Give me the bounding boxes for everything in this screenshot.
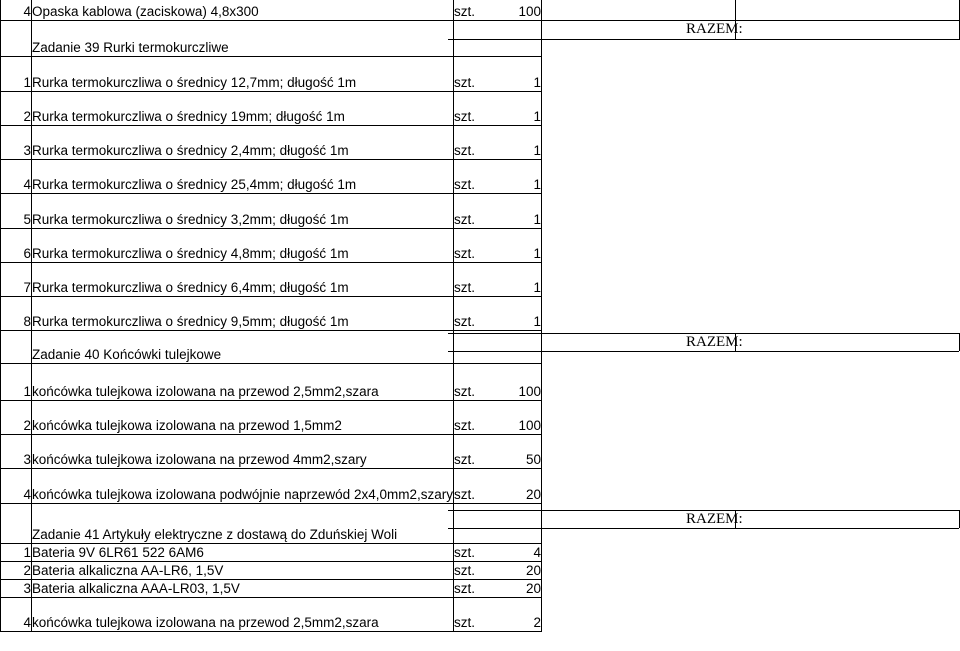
razem-label: RAZEM: (686, 21, 743, 37)
row-number: 4 (1, 468, 32, 503)
item-name: Rurka termokurczliwa o średnicy 4,8mm; długość 1m (32, 228, 454, 262)
item-quantity: 1 (498, 125, 541, 159)
item-quantity: 100 (498, 0, 541, 20)
item-quantity: 1 (498, 193, 541, 228)
item-quantity: 50 (498, 434, 541, 468)
item-unit: szt. (453, 159, 498, 193)
table-row[interactable] (1, 262, 542, 296)
row-number: 4 (1, 597, 32, 631)
row-number: 2 (1, 400, 32, 434)
razem-divider (448, 39, 959, 40)
row-number (1, 20, 32, 56)
razem-label: RAZEM: (686, 334, 743, 350)
item-quantity: 1 (498, 91, 541, 125)
table-row[interactable] (1, 0, 542, 20)
item-unit: szt. (453, 561, 498, 579)
item-quantity: 20 (498, 579, 541, 597)
item-name: Rurka termokurczliwa o średnicy 6,4mm; długość 1m (32, 262, 454, 296)
item-name: końcówka tulejkowa izolowana na przewod 2,5mm2,szara (32, 363, 454, 400)
section-title: Zadanie 41 Artykuły elektryczne z dostawą do Zduńskiej Woli (32, 503, 454, 543)
item-name: końcówka tulejkowa izolowana na przewod 2,5mm2,szara (32, 597, 454, 631)
row-number: 8 (1, 296, 32, 330)
row-number: 5 (1, 193, 32, 228)
item-quantity: 1 (498, 262, 541, 296)
section-title: Zadanie 40 Końcówki tulejkowe (32, 330, 454, 363)
section-header-row[interactable] (1, 503, 542, 543)
item-quantity: 1 (498, 296, 541, 330)
item-unit: szt. (453, 468, 498, 503)
item-unit (453, 330, 498, 363)
item-name: Bateria 9V 6LR61 522 6AM6 (32, 543, 454, 561)
item-unit (453, 503, 498, 543)
item-quantity: 20 (498, 468, 541, 503)
item-unit: szt. (453, 434, 498, 468)
row-number: 1 (1, 56, 32, 91)
item-name: Bateria alkaliczna AA-LR6, 1,5V (32, 561, 454, 579)
item-quantity: 1 (498, 159, 541, 193)
section-header-row[interactable] (1, 330, 542, 363)
row-number: 4 (1, 0, 32, 20)
item-unit: szt. (453, 262, 498, 296)
item-quantity: 2 (498, 597, 541, 631)
table-row[interactable] (1, 363, 542, 400)
item-quantity (498, 503, 541, 543)
table-row[interactable] (1, 159, 542, 193)
item-quantity (498, 20, 541, 56)
table-row[interactable] (1, 400, 542, 434)
item-unit: szt. (453, 597, 498, 631)
table-row[interactable] (1, 543, 542, 561)
table-row[interactable] (1, 193, 542, 228)
item-unit (453, 20, 498, 56)
row-number: 7 (1, 262, 32, 296)
item-name: Rurka termokurczliwa o średnicy 12,7mm; długość 1m (32, 56, 454, 91)
table-row[interactable] (1, 296, 542, 330)
razem-divider (448, 351, 959, 352)
item-unit: szt. (453, 193, 498, 228)
item-quantity (498, 330, 541, 363)
table-row[interactable] (1, 125, 542, 159)
section-title: Zadanie 39 Rurki termokurczliwe (32, 20, 454, 56)
row-number: 1 (1, 363, 32, 400)
item-unit: szt. (453, 363, 498, 400)
table-row[interactable] (1, 56, 542, 91)
item-unit: szt. (453, 125, 498, 159)
item-name: końcówka tulejkowa izolowana na przewod 1,5mm2 (32, 400, 454, 434)
section-header-row[interactable] (1, 20, 542, 56)
item-unit: szt. (453, 91, 498, 125)
row-number: 1 (1, 543, 32, 561)
razem-label: RAZEM: (686, 511, 743, 527)
item-quantity: 4 (498, 543, 541, 561)
row-number (1, 503, 32, 543)
table-row[interactable] (1, 561, 542, 579)
item-unit: szt. (453, 228, 498, 262)
row-number: 3 (1, 434, 32, 468)
item-name: końcówka tulejkowa izolowana podwójnie naprzewód 2x4,0mm2,szary (32, 468, 454, 503)
item-name: Rurka termokurczliwa o średnicy 2,4mm; długość 1m (32, 125, 454, 159)
row-number: 6 (1, 228, 32, 262)
item-quantity: 100 (498, 363, 541, 400)
item-unit: szt. (453, 296, 498, 330)
item-unit: szt. (453, 543, 498, 561)
item-name: końcówka tulejkowa izolowana na przewod 4mm2,szary (32, 434, 454, 468)
item-quantity: 1 (498, 56, 541, 91)
row-number: 3 (1, 125, 32, 159)
item-quantity: 100 (498, 400, 541, 434)
item-unit: szt. (453, 579, 498, 597)
item-name: Rurka termokurczliwa o średnicy 3,2mm; długość 1m (32, 193, 454, 228)
table-row[interactable] (1, 579, 542, 597)
table-row[interactable] (1, 597, 542, 631)
item-unit: szt. (453, 400, 498, 434)
row-number: 2 (1, 91, 32, 125)
table-row[interactable] (1, 468, 542, 503)
row-number: 3 (1, 579, 32, 597)
table-row[interactable] (1, 91, 542, 125)
item-name: Opaska kablowa (zaciskowa) 4,8x300 (32, 0, 454, 20)
row-number: 2 (1, 561, 32, 579)
table-row[interactable] (1, 228, 542, 262)
razem-divider (448, 528, 959, 529)
row-number: 4 (1, 159, 32, 193)
table-row[interactable] (1, 434, 542, 468)
item-unit: szt. (453, 0, 498, 20)
row-number (1, 330, 32, 363)
item-quantity: 1 (498, 228, 541, 262)
item-name: Rurka termokurczliwa o średnicy 9,5mm; długość 1m (32, 296, 454, 330)
item-unit: szt. (453, 56, 498, 91)
item-name: Rurka termokurczliwa o średnicy 19mm; długość 1m (32, 91, 454, 125)
item-name: Bateria alkaliczna AAA-LR03, 1,5V (32, 579, 454, 597)
item-name: Rurka termokurczliwa o średnicy 25,4mm; długość 1m (32, 159, 454, 193)
item-quantity: 20 (498, 561, 541, 579)
